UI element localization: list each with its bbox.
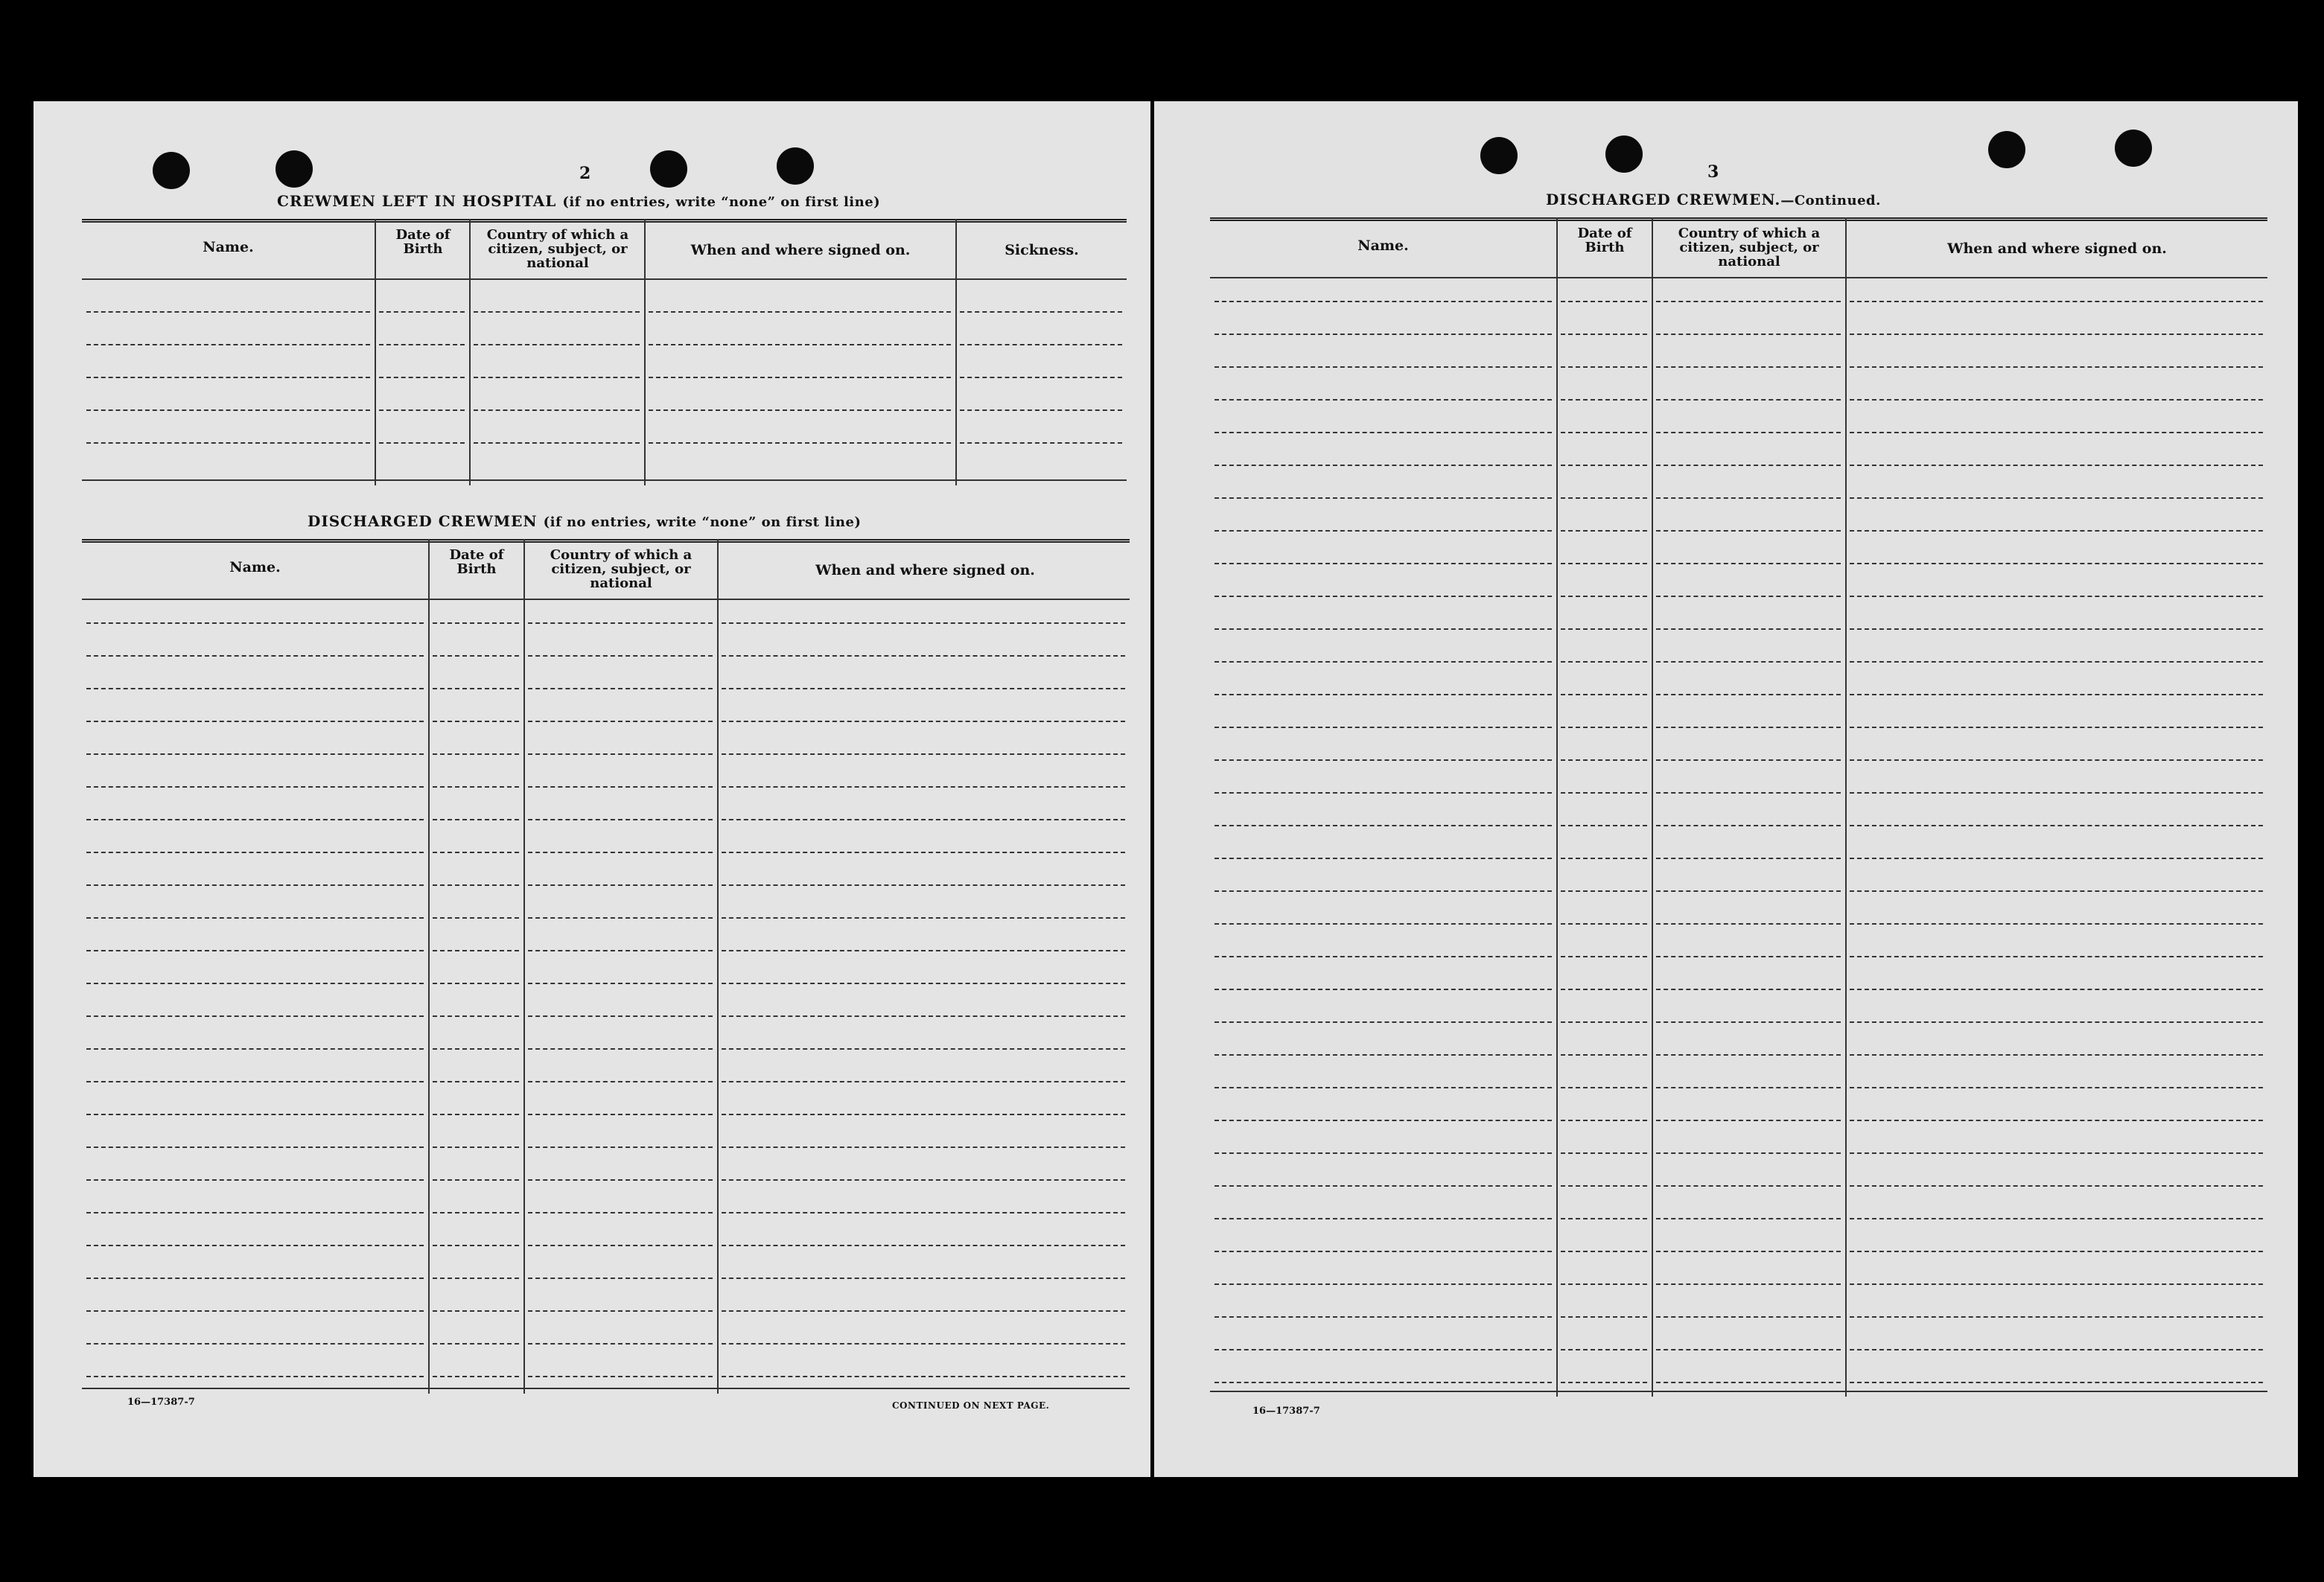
blank-entry-line [1656,1349,1841,1350]
blank-entry-line [649,442,951,444]
col-country: Country of which a citizen, subject, or national [1678,226,1821,269]
blank-entry-line [1850,923,2263,925]
blank-entry-line [1214,563,1552,564]
blank-entry-line [86,344,370,345]
col-country: Country of which a citizen, subject, or national [550,547,693,591]
blank-entry-line [1561,759,1647,761]
blank-entry-line [86,819,424,820]
col-signed-on: When and where signed on. [815,562,1035,578]
blank-entry-line [1850,301,2263,302]
blank-entry-line [722,1343,1125,1345]
blank-entry-line [1561,334,1647,335]
blank-entry-line [1214,530,1552,532]
blank-entry-line [1850,628,2263,630]
blank-entry-line [528,753,713,755]
blank-entry-line [528,622,713,624]
blank-entry-line [1850,956,2263,957]
blank-entry-line [1850,1218,2263,1219]
blank-entry-line [379,377,465,378]
blank-entry-line [1561,825,1647,826]
blank-entry-line [1214,759,1552,761]
punch-hole [276,150,313,188]
blank-entry-line [433,1015,519,1017]
blank-entry-line [722,1179,1125,1181]
blank-entry-line [433,622,519,624]
blank-entry-line [1656,366,1841,368]
blank-entry-line [649,377,951,378]
form-code: 16—17387-7 [1252,1406,1320,1417]
blank-entry-line [1214,858,1552,859]
blank-entry-line [1850,1021,2263,1023]
blank-entry-line [1561,1054,1647,1056]
blank-entry-line [1656,1120,1841,1121]
blank-entry-line [86,311,370,313]
blank-entry-line [1656,530,1841,532]
blank-entry-line [960,442,1122,444]
blank-entry-line [1214,1349,1552,1350]
blank-entry-line [722,1310,1125,1312]
blank-entry-line [1214,661,1552,663]
punch-hole [650,150,687,188]
blank-entry-line [722,884,1125,886]
blank-entry-line [86,753,424,755]
col-signed-on: When and where signed on. [690,242,911,258]
discharged-continued-table [1210,217,2267,1397]
blank-entry-line [1656,661,1841,663]
blank-entry-line [433,655,519,657]
blank-entry-line [86,1310,424,1312]
blank-entry-line [1850,1251,2263,1252]
punch-hole [153,152,190,189]
blank-entry-line [528,1114,713,1115]
blank-entry-line [528,852,713,853]
blank-entry-line [722,753,1125,755]
blank-entry-line [1656,1283,1841,1285]
blank-entry-line [1656,923,1841,925]
punch-hole [1480,137,1518,174]
blank-entry-line [1850,727,2263,728]
blank-entry-line [1656,694,1841,695]
blank-entry-line [528,884,713,886]
blank-entry-line [433,1212,519,1213]
blank-entry-line [528,1278,713,1279]
blank-entry-line [722,1245,1125,1246]
blank-entry-line [722,1114,1125,1115]
blank-entry-line [86,721,424,722]
blank-entry-line [1214,1283,1552,1285]
blank-entry-line [1850,661,2263,663]
blank-entry-line [722,1376,1125,1377]
blank-entry-line [1214,628,1552,630]
discharged-table [82,539,1130,1394]
blank-entry-line [1214,497,1552,499]
blank-entry-line [433,950,519,951]
blank-entry-line [1214,923,1552,925]
blank-entry-line [379,442,465,444]
blank-entry-line [1214,1316,1552,1318]
blank-entry-line [1656,399,1841,401]
page-number: 3 [1707,162,1719,182]
blank-entry-line [1214,890,1552,892]
blank-entry-line [528,1179,713,1181]
blank-entry-line [528,983,713,984]
blank-entry-line [1850,694,2263,695]
punch-hole [1605,135,1643,173]
form-page-2 [34,101,1150,1477]
blank-entry-line [528,917,713,919]
blank-entry-line [1850,432,2263,433]
blank-entry-line [86,622,424,624]
blank-entry-line [528,1343,713,1345]
blank-entry-line [86,884,424,886]
hospital-table [82,219,1127,485]
blank-entry-line [86,1343,424,1345]
blank-entry-line [1214,1152,1552,1154]
blank-entry-line [433,1245,519,1246]
blank-entry-line [474,409,640,411]
blank-entry-line [433,1310,519,1312]
blank-entry-line [1656,301,1841,302]
blank-entry-line [1214,792,1552,794]
blank-entry-line [433,1278,519,1279]
continued-note: CONTINUED ON NEXT PAGE. [892,1400,1050,1411]
blank-entry-line [433,917,519,919]
blank-entry-line [1214,956,1552,957]
blank-entry-line [1561,596,1647,597]
blank-entry-line [960,344,1122,345]
blank-entry-line [1214,465,1552,466]
blank-entry-line [528,1310,713,1312]
blank-entry-line [86,1146,424,1148]
discharged-title-note: (if no entries, write “none” on first line) [543,514,862,530]
blank-entry-line [433,1179,519,1181]
blank-entry-line [1656,497,1841,499]
blank-entry-line [1561,890,1647,892]
blank-entry-line [1850,530,2263,532]
blank-entry-line [1850,497,2263,499]
blank-entry-line [1850,1382,2263,1383]
blank-entry-line [1656,432,1841,433]
page-number: 2 [579,164,591,183]
form-page-3 [1154,101,2298,1477]
blank-entry-line [474,377,640,378]
blank-entry-line [722,1015,1125,1017]
blank-entry-line [1850,1087,2263,1088]
hospital-title-note: (if no entries, write “none” on first line) [562,194,881,210]
blank-entry-line [960,409,1122,411]
blank-entry-line [433,983,519,984]
blank-entry-line [1850,596,2263,597]
blank-entry-line [1850,399,2263,401]
blank-entry-line [1214,989,1552,990]
blank-entry-line [1561,1316,1647,1318]
blank-entry-line [433,1081,519,1082]
blank-entry-line [1561,1120,1647,1121]
blank-entry-line [86,1048,424,1050]
blank-entry-line [1656,465,1841,466]
blank-entry-line [722,983,1125,984]
blank-entry-line [1656,1185,1841,1187]
blank-entry-line [1561,989,1647,990]
blank-entry-line [1850,858,2263,859]
blank-entry-line [1850,1054,2263,1056]
blank-entry-line [1850,1152,2263,1154]
blank-entry-line [1656,596,1841,597]
blank-entry-line [1214,825,1552,826]
discharged-section-title [308,512,861,530]
punch-hole [2115,130,2152,167]
blank-entry-line [1850,825,2263,826]
blank-entry-line [433,1146,519,1148]
blank-entry-line [1656,1087,1841,1088]
blank-entry-line [1561,465,1647,466]
blank-entry-line [1656,858,1841,859]
blank-entry-line [1656,628,1841,630]
blank-entry-line [1656,1316,1841,1318]
blank-entry-line [722,1081,1125,1082]
blank-entry-line [1214,399,1552,401]
blank-entry-line [1656,1218,1841,1219]
blank-entry-line [86,1179,424,1181]
blank-entry-line [1850,1120,2263,1121]
blank-entry-line [1850,1316,2263,1318]
blank-entry-line [86,655,424,657]
blank-entry-line [1561,1251,1647,1252]
blank-entry-line [722,1146,1125,1148]
blank-entry-line [1656,334,1841,335]
col-sickness: Sickness. [1005,242,1079,258]
blank-entry-line [1850,465,2263,466]
blank-entry-line [379,409,465,411]
blank-entry-line [649,344,951,345]
blank-entry-line [722,852,1125,853]
blank-entry-line [1850,1283,2263,1285]
blank-entry-line [1561,1283,1647,1285]
blank-entry-line [722,819,1125,820]
blank-entry-line [1656,1054,1841,1056]
blank-entry-line [722,1048,1125,1050]
blank-entry-line [1850,366,2263,368]
blank-entry-line [1561,792,1647,794]
blank-entry-line [1850,792,2263,794]
blank-entry-line [1850,989,2263,990]
blank-entry-line [528,688,713,689]
blank-entry-line [1214,1185,1552,1187]
blank-entry-line [1656,890,1841,892]
blank-entry-line [474,344,640,345]
blank-entry-line [1561,301,1647,302]
blank-entry-line [433,688,519,689]
blank-entry-line [1656,563,1841,564]
blank-entry-line [1656,759,1841,761]
blank-entry-line [1561,694,1647,695]
blank-entry-line [433,786,519,788]
blank-entry-line [1561,661,1647,663]
blank-entry-line [474,442,640,444]
blank-entry-line [1214,1382,1552,1383]
col-name: Name. [203,239,254,255]
blank-entry-line [1656,1382,1841,1383]
blank-entry-line [649,409,951,411]
blank-entry-line [1214,432,1552,433]
blank-entry-line [86,852,424,853]
blank-entry-line [722,622,1125,624]
blank-entry-line [1214,1120,1552,1121]
col-date-of-birth: Date of Birth [395,227,451,257]
blank-entry-line [528,655,713,657]
blank-entry-line [1656,1251,1841,1252]
blank-entry-line [960,377,1122,378]
blank-entry-line [649,311,951,313]
blank-entry-line [1561,628,1647,630]
blank-entry-line [722,688,1125,689]
blank-entry-line [1656,1021,1841,1023]
col-name: Name. [1357,237,1409,254]
blank-entry-line [1214,301,1552,302]
blank-entry-line [1214,1021,1552,1023]
blank-entry-line [86,377,370,378]
blank-entry-line [1561,1021,1647,1023]
blank-entry-line [1561,432,1647,433]
blank-entry-line [1214,334,1552,335]
blank-entry-line [1850,1185,2263,1187]
blank-entry-line [1850,1349,2263,1350]
blank-entry-line [433,1114,519,1115]
blank-entry-line [1656,792,1841,794]
blank-entry-line [1561,923,1647,925]
blank-entry-line [1214,1218,1552,1219]
punch-hole [777,147,814,185]
blank-entry-line [1656,1152,1841,1154]
blank-entry-line [1850,890,2263,892]
blank-entry-line [1214,596,1552,597]
blank-entry-line [960,311,1122,313]
blank-entry-line [1561,530,1647,532]
blank-entry-line [86,1015,424,1017]
blank-entry-line [1656,825,1841,826]
blank-entry-line [86,950,424,951]
blank-entry-line [433,819,519,820]
blank-entry-line [528,1081,713,1082]
blank-entry-line [86,688,424,689]
blank-entry-line [722,1278,1125,1279]
blank-entry-line [86,1081,424,1082]
blank-entry-line [722,1212,1125,1213]
blank-entry-line [1214,366,1552,368]
blank-entry-line [528,1376,713,1377]
blank-entry-line [1561,1152,1647,1154]
blank-entry-line [1561,727,1647,728]
blank-entry-line [528,1015,713,1017]
col-date-of-birth: Date of Birth [1577,226,1632,255]
blank-entry-line [528,819,713,820]
blank-entry-line [1214,1054,1552,1056]
blank-entry-line [86,917,424,919]
blank-entry-line [528,1212,713,1213]
blank-entry-line [86,409,370,411]
blank-entry-line [722,721,1125,722]
discharged-continued-title [1546,191,1881,208]
blank-entry-line [528,721,713,722]
col-signed-on: When and where signed on. [1947,240,2167,257]
hospital-title-text: CREWMEN LEFT IN HOSPITAL [277,192,557,210]
blank-entry-line [86,1212,424,1213]
blank-entry-line [1656,989,1841,990]
hospital-section-title [277,192,880,210]
blank-entry-line [528,1048,713,1050]
blank-entry-line [722,655,1125,657]
blank-entry-line [379,344,465,345]
blank-entry-line [1561,1218,1647,1219]
discharged-title-text: DISCHARGED CREWMEN [308,512,538,530]
blank-entry-line [528,786,713,788]
blank-entry-line [86,983,424,984]
blank-entry-line [1656,956,1841,957]
blank-entry-line [528,1146,713,1148]
blank-entry-line [86,1114,424,1115]
blank-entry-line [1561,956,1647,957]
blank-entry-line [1214,1251,1552,1252]
discharged-continued-text: DISCHARGED CREWMEN. [1546,191,1781,208]
blank-entry-line [1561,497,1647,499]
blank-entry-line [528,950,713,951]
blank-entry-line [433,1343,519,1345]
blank-entry-line [722,917,1125,919]
blank-entry-line [433,1048,519,1050]
blank-entry-line [1850,759,2263,761]
discharged-continued-suffix: —Continued. [1780,193,1881,208]
punch-hole [1988,131,2025,168]
form-code: 16—17387-7 [127,1397,195,1408]
blank-entry-line [379,311,465,313]
blank-entry-line [433,1376,519,1377]
blank-entry-line [433,753,519,755]
blank-entry-line [1214,727,1552,728]
blank-entry-line [1850,334,2263,335]
blank-entry-line [474,311,640,313]
blank-entry-line [1561,858,1647,859]
col-country: Country of which a citizen, subject, or national [486,227,629,271]
blank-entry-line [722,786,1125,788]
blank-entry-line [1561,563,1647,564]
blank-entry-line [1214,1087,1552,1088]
blank-entry-line [722,950,1125,951]
blank-entry-line [433,852,519,853]
blank-entry-line [433,721,519,722]
blank-entry-line [1561,1185,1647,1187]
col-date-of-birth: Date of Birth [449,547,504,577]
blank-entry-line [1850,563,2263,564]
blank-entry-line [1561,366,1647,368]
blank-entry-line [1561,1382,1647,1383]
blank-entry-line [528,1245,713,1246]
blank-entry-line [1561,399,1647,401]
blank-entry-line [86,1376,424,1377]
blank-entry-line [433,884,519,886]
blank-entry-line [86,1245,424,1246]
blank-entry-line [86,442,370,444]
col-name: Name. [229,559,281,575]
blank-entry-line [1214,694,1552,695]
blank-entry-line [86,1278,424,1279]
blank-entry-line [1561,1349,1647,1350]
blank-entry-line [86,786,424,788]
blank-entry-line [1561,1087,1647,1088]
blank-entry-line [1656,727,1841,728]
